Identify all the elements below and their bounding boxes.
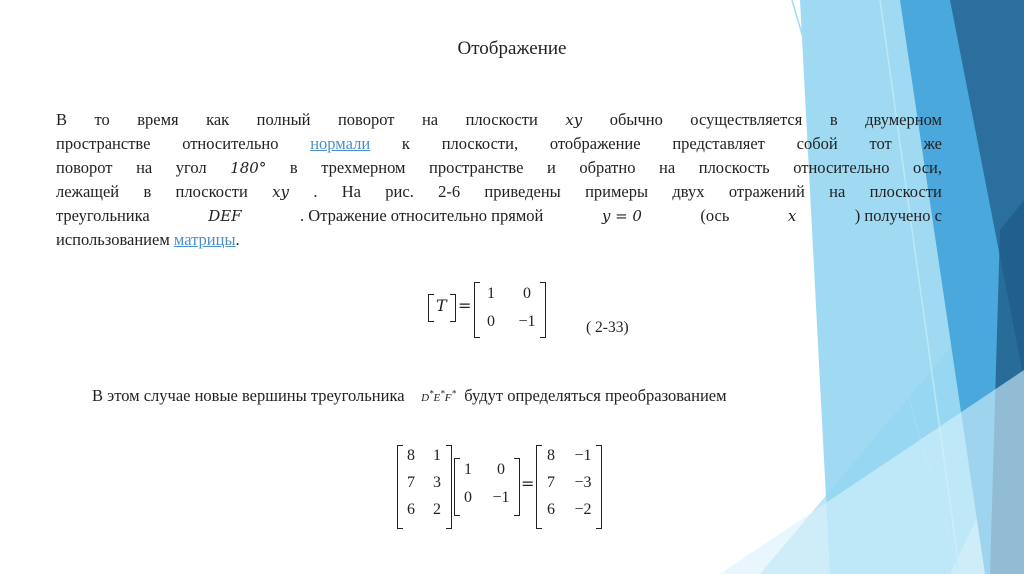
matrix-cell: 1 [487, 285, 495, 302]
matrix-cell: 0 [487, 313, 495, 330]
paragraph-line-1: В то время как полный поворот на плоскости xy обычно осуществляется в двумерном [56, 108, 942, 132]
matrix-cell: 7 [547, 474, 555, 491]
math-def-star: D*E*F* [421, 388, 456, 404]
matrix-cell: 7 [407, 474, 415, 491]
link-matrix[interactable]: матрицы [173, 230, 236, 249]
matrix-cell: 1 [433, 447, 441, 464]
matrix-cell: −3 [574, 474, 592, 491]
matrix-cell: 8 [547, 447, 555, 464]
math-x: x [787, 207, 797, 225]
math-xy-2: xy [272, 183, 290, 201]
math-xy: xy [565, 111, 583, 129]
bracket-right [540, 282, 546, 338]
bracket-right [450, 294, 456, 322]
paragraph-line-4: лежащей в плоскости xy . На рис. 2-6 приведены примеры двух отражений на плоскости [56, 180, 942, 204]
matrix-cell: 8 [407, 447, 415, 464]
math-y-equals-0: y = 0 [601, 207, 642, 225]
bracket-right [596, 445, 602, 529]
bracket-right [446, 445, 452, 529]
paragraph-line-2: пространстве относительно нормали к плоскости, отображение представляет собой тот же [56, 132, 942, 156]
matrix-T-label: T [436, 296, 447, 315]
matrix-cell: 1 [464, 461, 472, 478]
matrix-cell: 6 [547, 501, 555, 518]
link-normal[interactable]: нормали [310, 134, 371, 153]
paragraph-line-3: поворот на угол 180° в трехмерном пространстве и обратно на плоскость относительно оси, [56, 156, 942, 180]
equals-sign: = [521, 474, 535, 493]
matrix-cell: −1 [492, 489, 510, 506]
slide-title: Отображение [457, 38, 567, 59]
matrix-cell: 2 [433, 501, 441, 518]
bracket-right [514, 458, 520, 516]
transform-sentence: В этом случае новые вершины треугольника D*E*F* будут определяться преобразованием [92, 386, 727, 405]
matrix-cell: −1 [574, 447, 592, 464]
matrix-cell: 6 [407, 501, 415, 518]
bracket-left [428, 294, 434, 322]
body-paragraph [56, 108, 942, 252]
matrix-cell: −1 [518, 313, 536, 330]
math-angle: 180° [230, 159, 267, 177]
equals-sign: = [458, 296, 472, 315]
matrix-cell: −2 [574, 501, 592, 518]
paragraph-line-5: треугольника DEF . Отражение относительно прямой y = 0 (ось x ) получено с [56, 204, 942, 228]
matrix-cell: 0 [464, 489, 472, 506]
math-def: DEF [208, 207, 242, 225]
matrix-cell: 3 [433, 474, 441, 491]
equation-number: ( 2-33) [586, 319, 629, 336]
paragraph-line-6: использованием матрицы . [56, 228, 942, 252]
matrix-cell: 0 [497, 461, 505, 478]
matrix-cell: 0 [523, 285, 531, 302]
